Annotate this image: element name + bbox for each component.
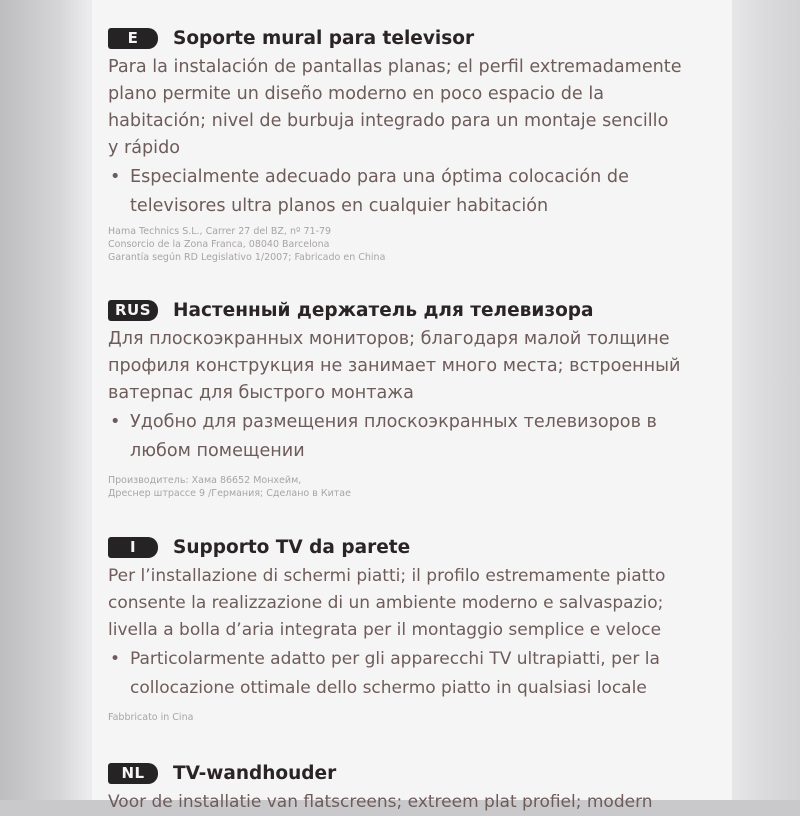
section-title: Настенный держатель для телевизора	[173, 299, 594, 321]
description-line: ватерпас для быстрого монтажа	[108, 383, 414, 403]
language-badge: E	[108, 28, 158, 49]
section-title: Soporte mural para televisor	[173, 27, 475, 49]
description-line: livella a bolla d’aria integrata per il montaggio semplice e veloce	[108, 620, 662, 640]
section-header	[108, 534, 698, 560]
section-header	[108, 25, 698, 51]
bullet-icon: •	[110, 412, 121, 432]
description-line: y rápido	[108, 138, 181, 158]
section-description	[108, 789, 698, 816]
description-line: Для плоскоэкранных мониторов; благодаря малой толщине	[108, 329, 670, 349]
section-description	[108, 326, 698, 407]
bullet-icon: •	[110, 649, 121, 669]
section-title: TV-wandhouder	[173, 762, 337, 784]
section-spanish	[108, 25, 698, 264]
bullet-line: Particolarmente adatto per gli apparecchi TV ultrapiatti, per la	[130, 649, 660, 669]
feature-bullet	[108, 408, 698, 466]
bullet-line: Удобно для размещения плоскоэкранных телевизоров в	[130, 412, 657, 432]
section-italian	[108, 534, 698, 724]
feature-bullet	[108, 163, 698, 221]
language-badge: RUS	[108, 300, 158, 321]
fine-print-line: Fabbricato in Cina	[108, 712, 194, 723]
description-line: consente la realizzazione di un ambiente moderno e salvaspazio;	[108, 593, 664, 613]
fine-print-line: Consorcio de la Zona Franca, 08040 Barcelona	[108, 239, 330, 250]
bullet-icon: •	[110, 167, 121, 187]
description-line: habitación; nivel de burbuja integrado para un montaje sencillo	[108, 111, 669, 131]
feature-bullet	[108, 645, 698, 703]
section-header	[108, 760, 698, 786]
fine-print	[108, 474, 698, 500]
fine-print-line: Hama Technics S.L., Carrer 27 del BZ, nº 71-79	[108, 226, 332, 237]
bullet-line: любом помещении	[130, 441, 305, 461]
bullet-line: collocazione ottimale dello schermo piatto in qualsiasi locale	[130, 678, 647, 698]
language-badge: NL	[108, 763, 158, 784]
section-header	[108, 297, 698, 323]
description-line: профиля конструкция не занимает много места; встроенный	[108, 356, 681, 376]
description-line: Voor de installatie van flatscreens; extreem plat profiel; modern	[108, 792, 653, 812]
fine-print	[108, 225, 698, 264]
fine-print-line: Дреснер штрассе 9 /Германия; Сделано в Китае	[108, 488, 351, 499]
bullet-line: televisores ultra planos en cualquier habitación	[130, 196, 549, 216]
description-line: Per l’installazione di schermi piatti; il profilo estremamente piatto	[108, 566, 666, 586]
section-title: Supporto TV da parete	[173, 536, 411, 558]
description-line: plano permite un diseño moderno en poco espacio de la	[108, 84, 605, 104]
fine-print	[108, 711, 698, 724]
bullet-line: Especialmente adecuado para una óptima colocación de	[130, 167, 629, 187]
section-description	[108, 54, 698, 162]
section-dutch	[108, 760, 698, 816]
language-badge: I	[108, 537, 158, 558]
fine-print-line: Производитель: Хама 86652 Монхейм,	[108, 475, 302, 486]
fine-print-line: Garantía según RD Legislativo 1/2007; Fabricado en China	[108, 252, 386, 263]
description-line: Para la instalación de pantallas planas; el perfil extremadamente	[108, 57, 682, 77]
section-russian	[108, 297, 698, 500]
section-description	[108, 563, 698, 644]
